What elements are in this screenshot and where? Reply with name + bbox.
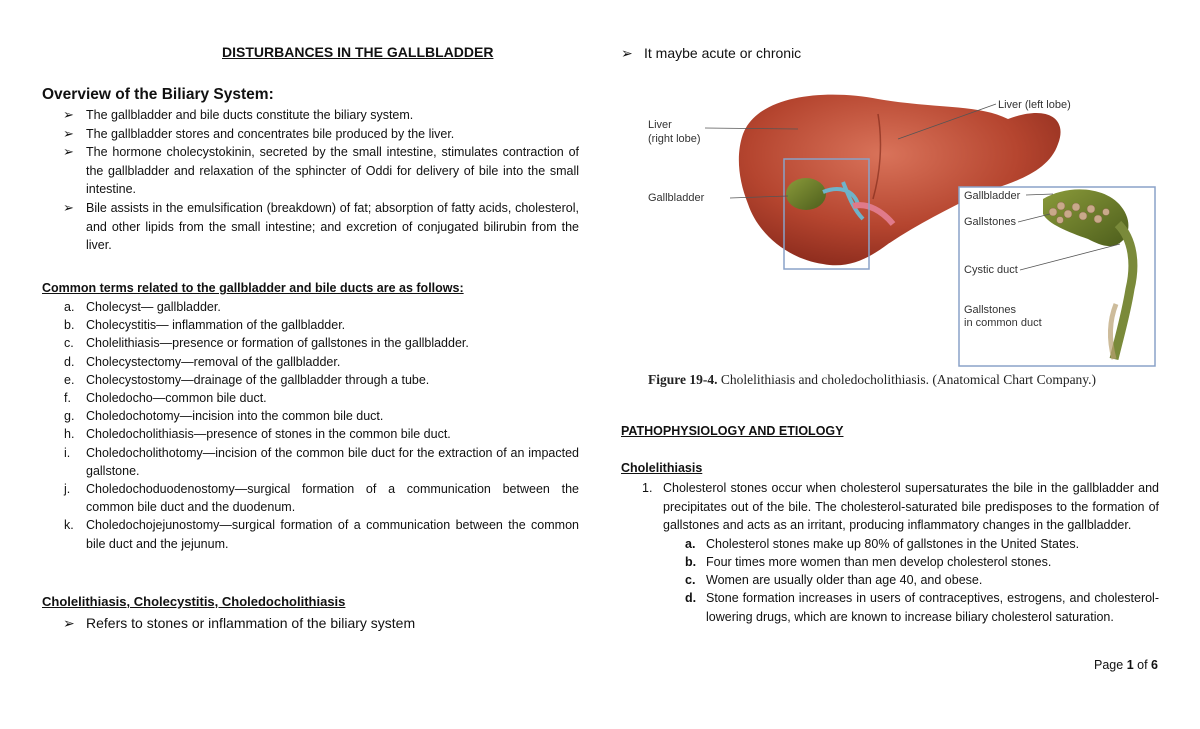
label-gallstones-common-1: Gallstones — [964, 304, 1016, 316]
list-item: f. Choledocho—common bile duct. — [64, 391, 267, 406]
cholelithiasis-heading: Cholelithiasis — [621, 461, 703, 475]
list-item: j. Choledochoduodenostomy—surgical formation of a communication between the common bile duct and the duodenum. — [64, 482, 579, 515]
sub-list — [663, 535, 1159, 626]
label-liver-left: Liver (left lobe) — [998, 99, 1071, 111]
label-cystic-duct: Cystic duct — [964, 264, 1018, 276]
label-liver-right: Liver — [648, 119, 672, 131]
list-item: e. Cholecystostomy—drainage of the gallbladder through a tube. — [64, 372, 430, 387]
list-item: c. Women are usually older than age 40, and obese. — [685, 573, 983, 588]
list-item: b. Cholecystitis— inflammation of the gallbladder. — [64, 318, 346, 333]
arrow-bullet-icon: ➢ — [63, 107, 74, 122]
figure-caption: Figure 19-4. Cholelithiasis and choledocholithiasis. (Anatomical Chart Company.) — [648, 372, 1097, 387]
chole-heading: Cholelithiasis, Cholecystitis, Choledocholithiasis — [42, 594, 346, 609]
liver-gallbladder-figure — [648, 74, 1158, 374]
terms-heading: Common terms related to the gallbladder and bile ducts are as follows: — [42, 281, 464, 295]
arrow-bullet-icon: ➢ — [621, 45, 633, 61]
list-item: ➢ Bile assists in the emulsification (breakdown) of fat; absorption of fatty acids, cholesterol, and other lipids from the small intestine; and excretion of conjugated bilirubin from the liver. — [63, 199, 579, 253]
arrow-bullet-icon: ➢ — [63, 199, 74, 215]
list-item: h. Choledocholithiasis—presence of stones in the common bile duct. — [64, 427, 451, 442]
list-item: g. Choledochotomy—incision into the common bile duct. — [64, 409, 384, 424]
list-item: 1. Cholesterol stones occur when cholesterol supersaturates the bile in the gallbladder and precipitates out of the bile. The cholesterol-saturated bile predisposes to the formation of gallstones and acts as an irritant, producing inflammatory changes in the gallbladder. a. Cholesterol stones make up 80% of gallstones in the United States. b. Four times more women than men develop cholesterol stones. c. Women are usually older than age 40, and obese. d. Stone formation increases in users of contraceptives, estrogens, and cholesterol-lowering drugs, which are known to increase biliary cholesterol saturation. — [621, 479, 1159, 626]
label-gallstones-common-2: in common duct — [964, 317, 1042, 329]
list-item: i. Choledocholithotomy—incision of the common bile duct for the extraction of an impacted gallstone. — [64, 445, 579, 478]
refers-item: ➢ Refers to stones or inflammation of the biliary system — [63, 615, 416, 631]
list-item: ➢ The gallbladder stores and concentrates bile produced by the liver. — [63, 125, 579, 144]
gallbladder-shape — [786, 178, 826, 210]
label-gallbladder: Gallbladder — [648, 192, 705, 204]
list-item: c. Cholelithiasis—presence or formation of gallstones in the gallbladder. — [64, 336, 469, 351]
list-item: d. Cholecystectomy—removal of the gallbladder. — [64, 354, 341, 369]
terms-list — [42, 298, 579, 553]
list-item: ➢ The gallbladder and bile ducts constitute the biliary system. — [63, 106, 579, 125]
list-item: b. Four times more women than men develop cholesterol stones. — [685, 554, 1052, 569]
page-number: Page 1 of 6 — [1094, 658, 1158, 672]
document-title: DISTURBANCES IN THE GALLBLADDER — [222, 44, 494, 60]
arrow-bullet-icon: ➢ — [63, 125, 74, 141]
list-item: a. Cholesterol stones make up 80% of gallstones in the United States. — [685, 536, 1080, 551]
label-gallstones: Gallstones — [964, 216, 1016, 228]
overview-heading: Overview of the Biliary System: — [42, 86, 274, 103]
overview-list — [63, 106, 579, 255]
acute-item: ➢ It maybe acute or chronic — [621, 45, 802, 61]
list-item: ➢ The hormone cholecystokinin, secreted by the small intestine, stimulates contraction of the gallbladder and relaxation of the sphincter of Oddi for delivery of bile into the small intestine. — [63, 144, 579, 197]
list-item: d. Stone formation increases in users of contraceptives, estrogens, and cholesterol-lowering drugs, which are known to increase biliary cholesterol saturation. — [685, 591, 1159, 624]
list-item: a. Cholecyst— gallbladder. — [64, 300, 221, 314]
numbered-list — [621, 479, 1159, 626]
arrow-bullet-icon: ➢ — [63, 615, 75, 631]
arrow-bullet-icon: ➢ — [63, 144, 74, 160]
patho-heading: PATHOPHYSIOLOGY AND ETIOLOGY — [621, 424, 844, 438]
label-liver-right-lobe: (right lobe) — [648, 133, 701, 145]
label-gallbladder-inset: Gallbladder — [964, 190, 1021, 202]
list-item: k. Choledochojejunostomy—surgical formation of a communication between the common bile duct and the jejunum. — [64, 518, 579, 551]
